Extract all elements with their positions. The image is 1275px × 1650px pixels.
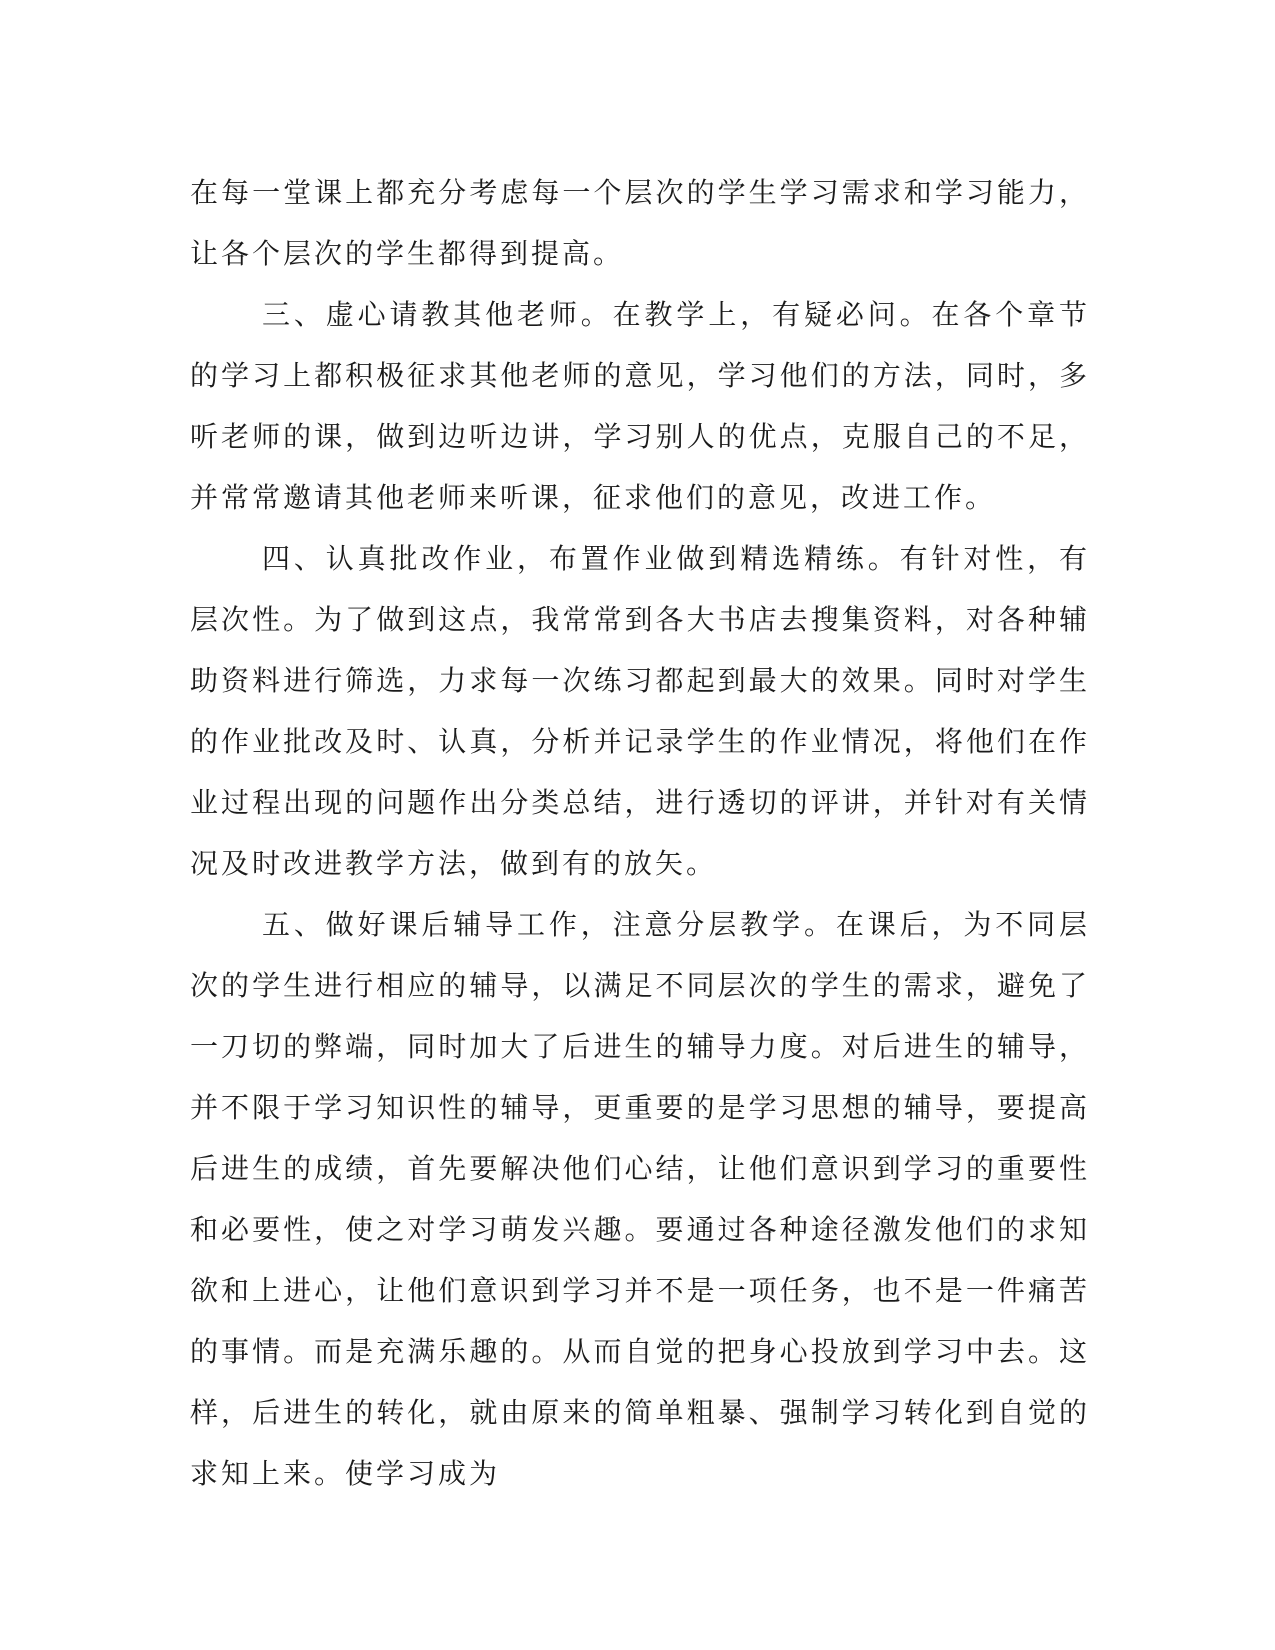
paragraph-section-4: 四、认真批改作业，布置作业做到精选精练。有针对性，有层次性。为了做到这点，我常常到各大书店去搜集资料，对各种辅助资料进行筛选，力求每一次练习都起到最大的效果。同时对学生的作业批改及时、认真，分析并记录学生的作业情况，将他们在作业过程出现的问题作出分类总结，进行透切的评讲，并针对有关情况及时改进教学方法，做到有的放矢。 — [190, 542, 1090, 880]
document-body — [190, 162, 1090, 1504]
paragraph-section-5: 五、做好课后辅导工作，注意分层教学。在课后，为不同层次的学生进行相应的辅导，以满足不同层次的学生的需求，避免了一刀切的弊端，同时加大了后进生的辅导力度。对后进生的辅导，并不限于学习知识性的辅导，更重要的是学习思想的辅导，要提高后进生的成绩，首先要解决他们心结，让他们意识到学习的重要性和必要性，使之对学习萌发兴趣。要通过各种途径激发他们的求知欲和上进心，让他们意识到学习并不是一项任务，也不是一件痛苦的事情。而是充满乐趣的。从而自觉的把身心投放到学习中去。这样，后进生的转化，就由原来的简单粗暴、强制学习转化到自觉的求知上来。使学习成为 — [190, 908, 1090, 1490]
paragraph-continuation: 在每一堂课上都充分考虑每一个层次的学生学习需求和学习能力，让各个层次的学生都得到提高。 — [190, 176, 1090, 270]
paragraph-section-3: 三、虚心请教其他老师。在教学上，有疑必问。在各个章节的学习上都积极征求其他老师的意见，学习他们的方法，同时，多听老师的课，做到边听边讲，学习别人的优点，克服自己的不足，并常常邀请其他老师来听课，征求他们的意见，改进工作。 — [190, 298, 1090, 514]
